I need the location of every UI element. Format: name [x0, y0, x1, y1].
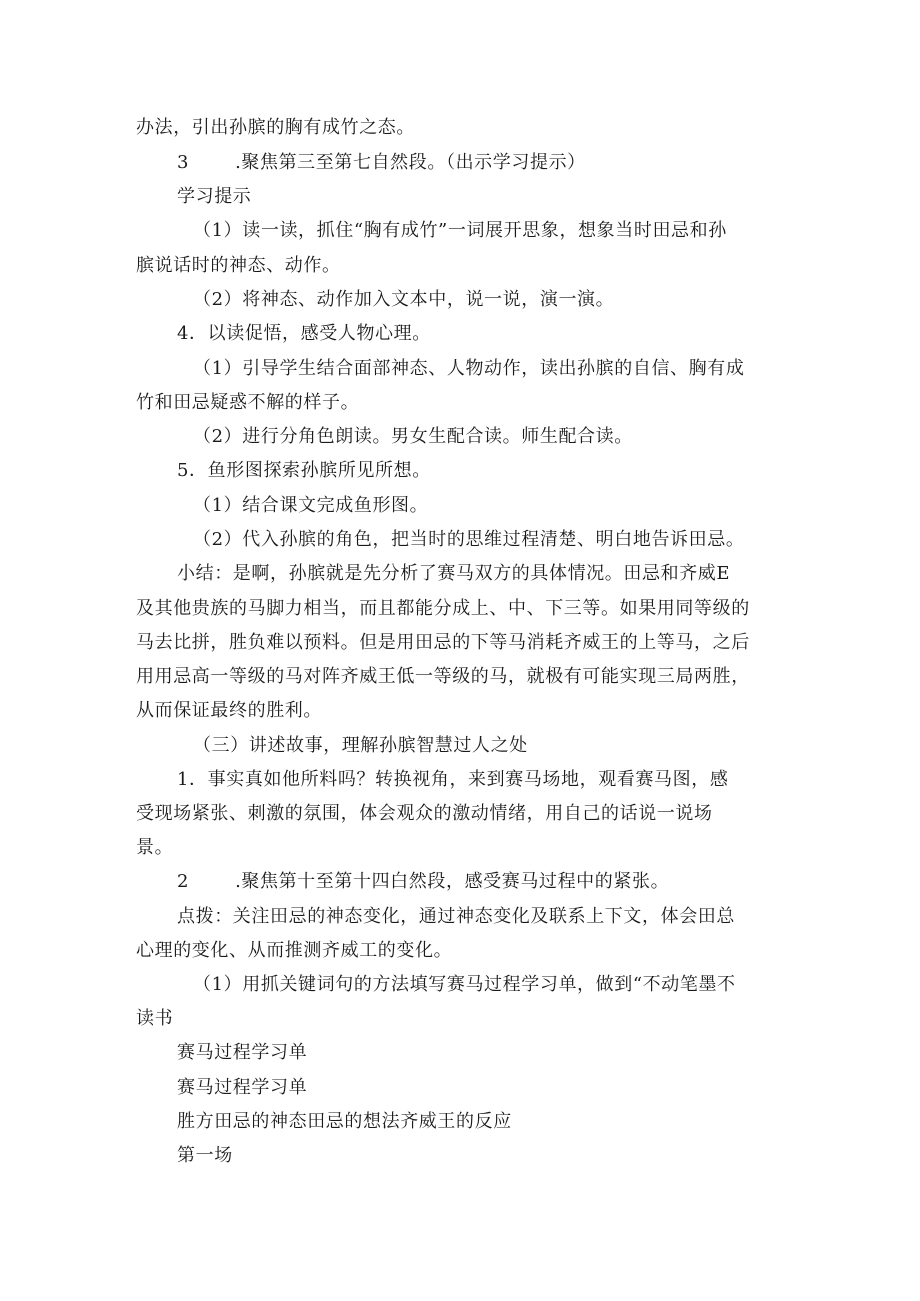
worksheet-header: 胜方田忌的神态田忌的想法齐威王的反应: [177, 1111, 512, 1132]
text-line: （1）结合课文完成鱼形图。: [193, 495, 429, 516]
item-number: 2: [177, 871, 190, 892]
text-line: 5．鱼形图探索孙膑所见所想。: [177, 460, 431, 481]
worksheet-title: 赛马过程学习单: [177, 1077, 308, 1098]
text-line: 办法，引出孙膑的胸有成竹之态。: [136, 117, 415, 138]
heading-2: [177, 870, 669, 894]
text-line: 读书: [136, 1008, 174, 1029]
item-text: .聚焦第十至第十四白然段，感受赛马过程中的紧张。: [235, 871, 670, 892]
text-line: 马去比拼，胜负难以预料。但是用田忌的下等马消耗齐威王的上等马，之后: [136, 632, 750, 653]
text-line: 小结：是啊，孙膑就是先分析了赛马双方的具体情况。田忌和齐威E: [177, 563, 731, 584]
text-line: （2）进行分角色朗读。男女生配合读。师生配合读。: [193, 426, 633, 447]
text-line: 竹和田忌疑惑不解的样子。: [136, 392, 360, 413]
text-line: （1）引导学生结合面部神态、人物动作，读出孙膑的自信、胸有成: [193, 358, 745, 379]
text-line: 学习提示: [177, 186, 252, 207]
item-number: 3: [177, 152, 190, 173]
text-line: 心理的变化、从而推测齐威工的变化。: [136, 940, 453, 961]
section-heading: （三）讲述故事，理解孙膑智慧过人之处: [193, 735, 528, 756]
text-line: 受现场紧张、刺激的氛围，体会观众的激动情绪，用自己的话说一说场: [136, 803, 713, 824]
heading-3: [177, 151, 586, 175]
text-line: （1）读一读，抓住“胸有成竹”一词展开思象，想象当时田忌和孙: [193, 220, 727, 241]
text-line: （2）将神态、动作加入文本中，说一说，演一演。: [193, 289, 615, 310]
text-line: 点拨：关注田忌的神态变化，通过神态变化及联系上下文，体会田总: [177, 906, 735, 927]
text-line: 4．以读促悟，感受人物心理。: [177, 323, 431, 344]
worksheet-row: 第一场: [177, 1145, 233, 1166]
text-line: 膑说话时的神态、动作。: [136, 255, 341, 276]
text-line: 及其他贵族的马脚力相当，而且都能分成上、中、下三等。如果用同等级的: [136, 598, 750, 619]
text-line: 景。: [136, 837, 174, 858]
text-line: 1．事实真如他所料吗？转换视角，来到赛马场地，观看赛马图，感: [177, 769, 729, 790]
worksheet-title: 赛马过程学习单: [177, 1042, 308, 1063]
text-line: （2）代入孙膑的角色，把当时的思维过程清楚、明白地告诉田忌。: [193, 529, 745, 550]
text-line: 用用忌高一等级的马对阵齐威王低一等级的马，就极有可能实现三局两胜，: [136, 666, 750, 687]
item-text: .聚焦第三至第七自然段。（出示学习提示）: [235, 152, 586, 173]
text-line: 从而保证最终的胜利。: [136, 700, 322, 721]
text-line: （1）用抓关键词句的方法填写赛马过程学习单，做到“不动笔墨不: [193, 974, 736, 995]
